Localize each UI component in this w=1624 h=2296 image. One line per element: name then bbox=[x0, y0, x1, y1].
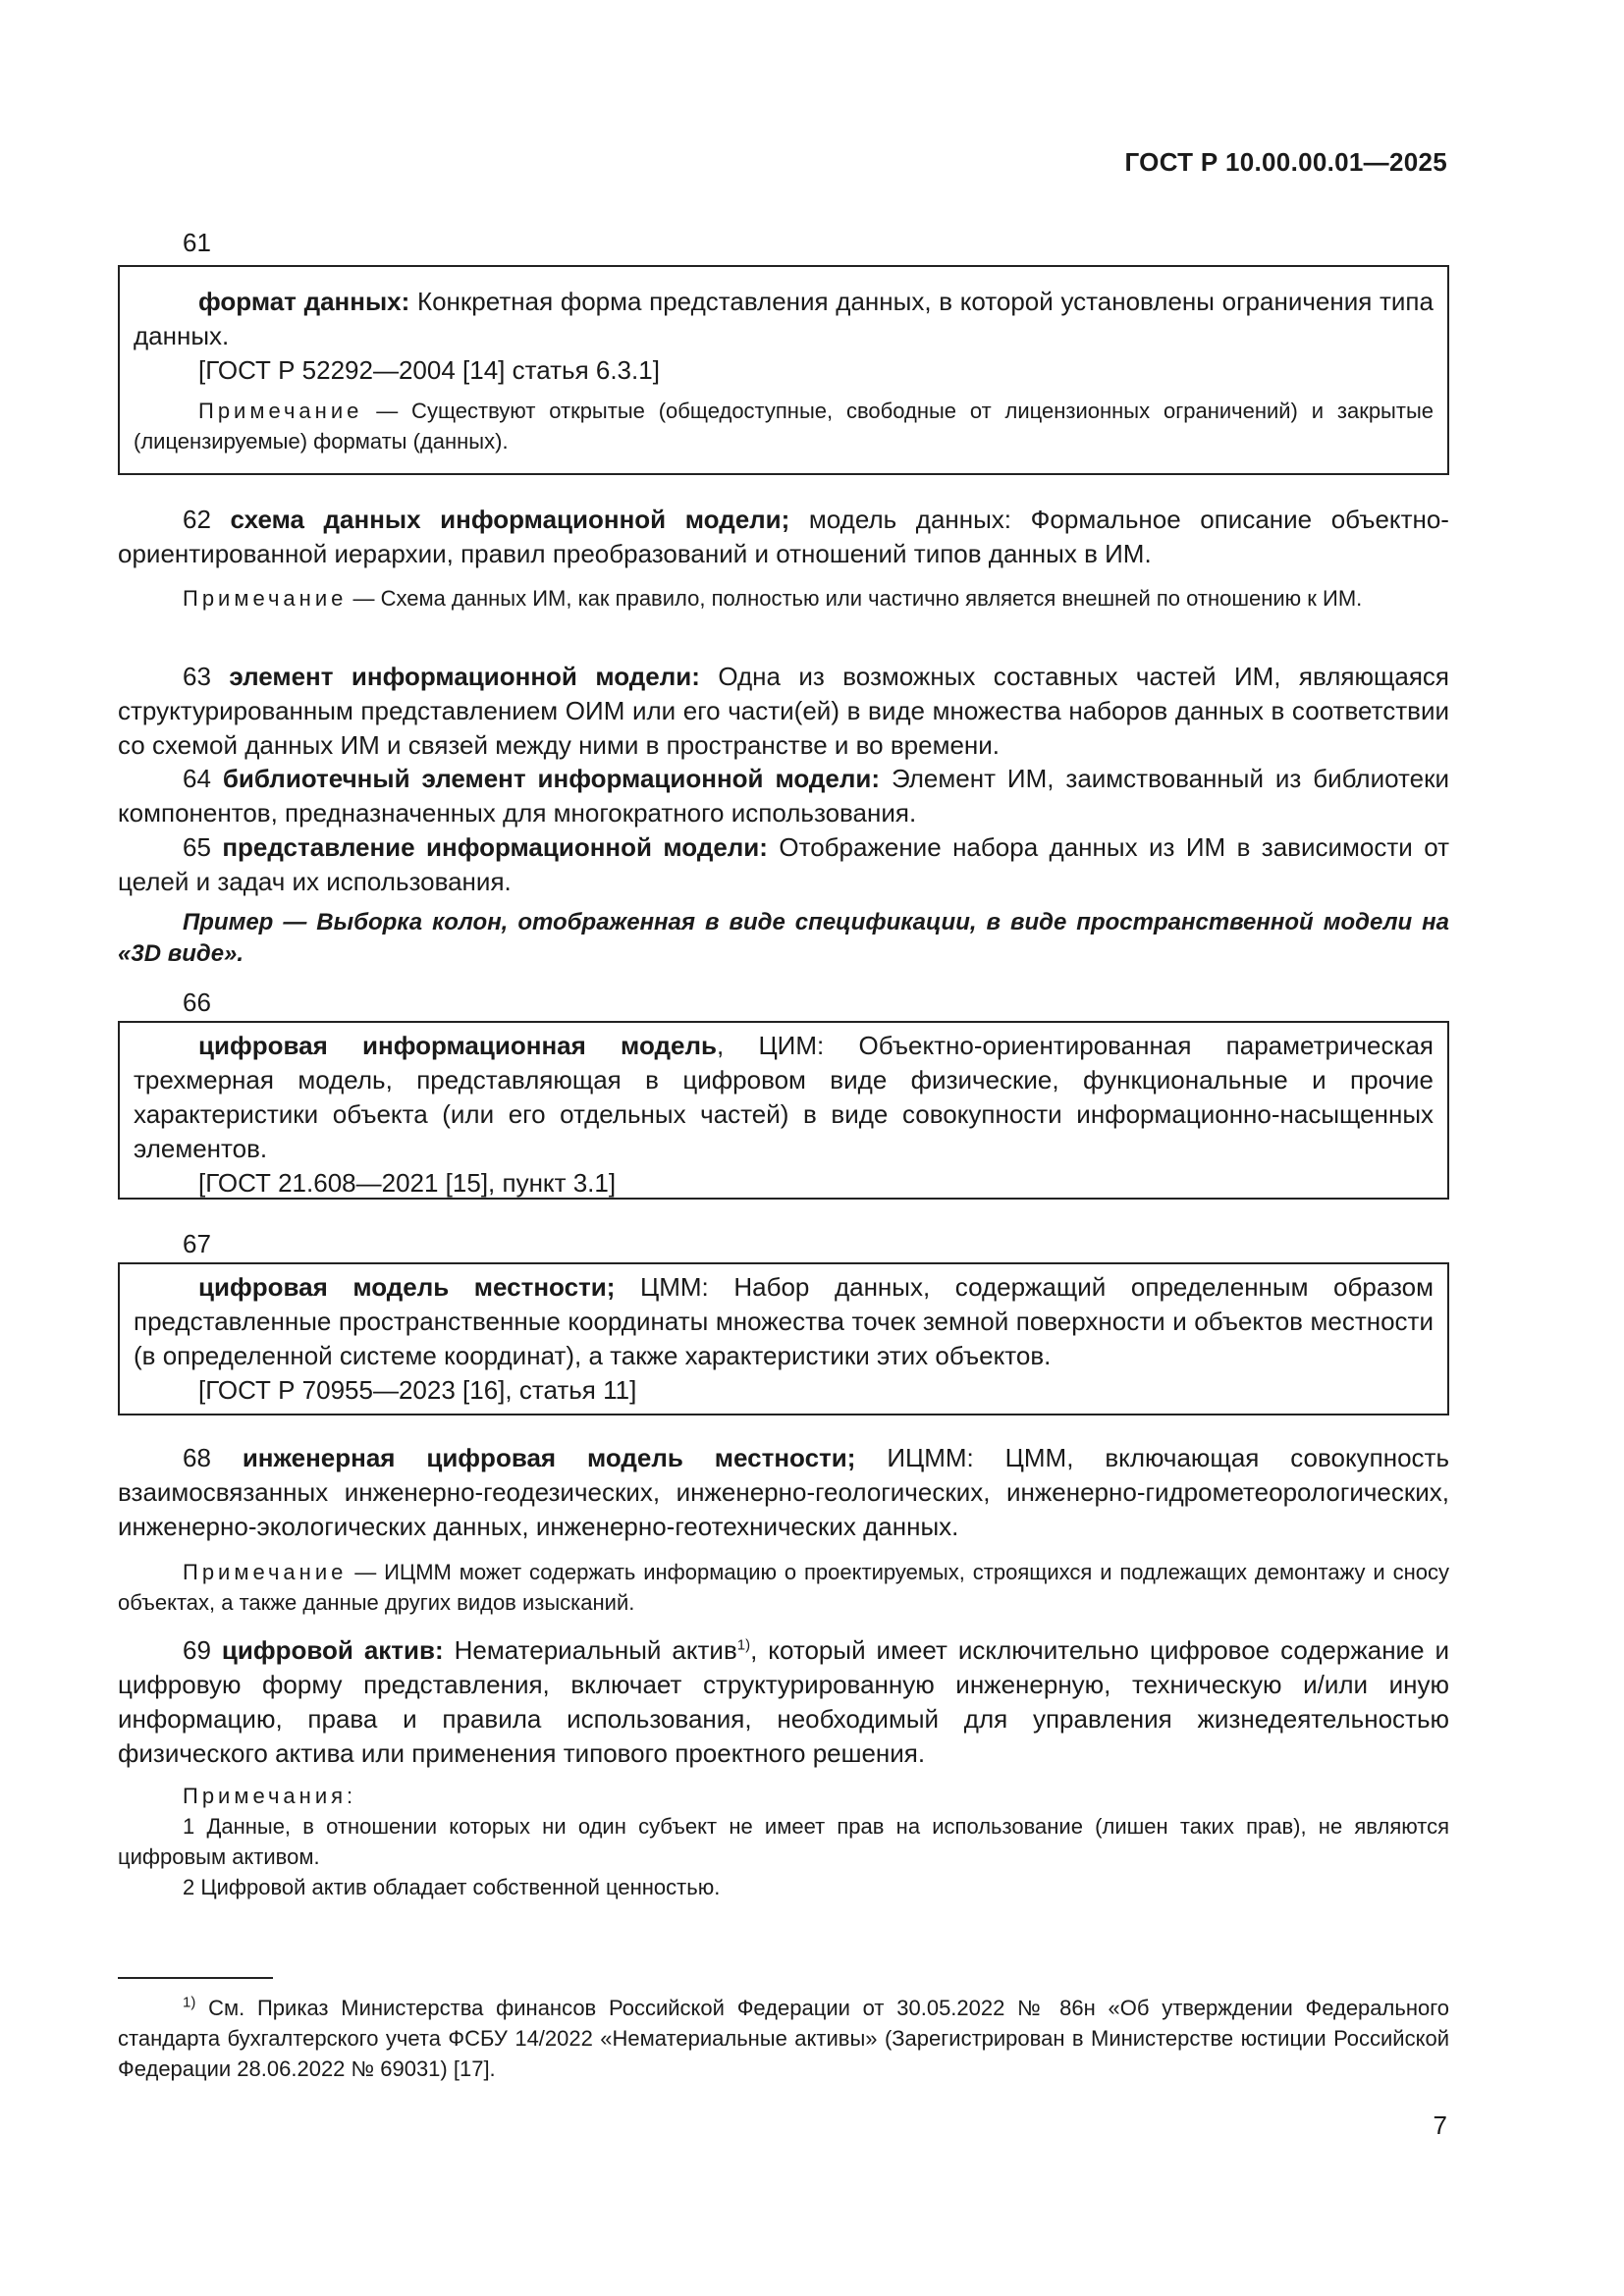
term-65-term: представление информационной модели: bbox=[222, 832, 768, 862]
term-66-term: цифровая информационная модель bbox=[198, 1031, 717, 1060]
term-68: 68 инженерная цифровая модель местности; ИЦММ: ЦММ, включающая совокупность взаимосвязанных инженерно-геодезических, инженерно-геологических, инженерно-гидрометеорологических, инженерно-экологических данных, инженерно-геотехнических данных. bbox=[118, 1443, 1449, 1541]
term-61-number: 61 bbox=[183, 228, 211, 257]
term-64: 64 библиотечный элемент информационной модели: Элемент ИМ, заимствованный из библиотеки компонентов, предназначенных для многократного использования. bbox=[118, 764, 1449, 828]
term-61-term: формат данных: bbox=[198, 287, 410, 316]
term-69-term: цифровой актив: bbox=[221, 1635, 444, 1665]
footnote-separator bbox=[118, 1977, 273, 1979]
term-66-number: 66 bbox=[183, 988, 211, 1017]
term-68-note: Примечание — ИЦММ может содержать информацию о проектируемых, строящихся и подлежащих демонтажу и сносу объектах, а также данные других видов изысканий. bbox=[118, 1560, 1449, 1615]
term-65: 65 представление информационной модели: Отображение набора данных из ИМ в зависимости от целей и задач их использования. bbox=[118, 832, 1449, 896]
term-69-notes-label: Примечания: bbox=[183, 1784, 357, 1808]
term-61-source: [ГОСТ Р 52292—2004 [14] статья 6.3.1] bbox=[198, 355, 660, 385]
term-66-definition: цифровая информационная модель, ЦИМ: Объектно-ориентированная параметрическая трехмерная модель, представляющая в цифровом виде физические, функциональные и прочие характеристики объекта (или его отдельных частей) в виде совокупности информационно-насыщенных элементов. bbox=[134, 1031, 1434, 1163]
term-61-box bbox=[118, 265, 1449, 475]
term-69: 69 цифровой актив: Нематериальный актив$^{1)}$, который имеет исключительно цифровое содержание и цифровую форму представления, включает структурированную инженерную, техническую и/или иную информацию, права и правила использования, необходимый для управления жизнедеятельностью физического актива или применения типового проектного решения. bbox=[118, 1635, 1450, 1768]
term-63-term: элемент информационной модели: bbox=[229, 662, 700, 691]
term-61-definition: формат данных: Конкретная форма представления данных, в которой установлены ограничения типа данных. bbox=[134, 287, 1434, 350]
term-64-term: библиотечный элемент информационной модели: bbox=[222, 764, 881, 793]
footnote-reference-mark: 1) bbox=[736, 1636, 751, 1654]
term-69-note-1: 1 Данные, в отношении которых ни один субъект не имеет прав на использование (лишен таких прав), не являются цифровым активом. bbox=[118, 1814, 1449, 1869]
term-61-note: Примечание — Существуют открытые (общедоступные, свободные от лицензионных ограничений) и закрытые (лицензируемые) форматы (данных). bbox=[134, 399, 1434, 454]
term-67-term: цифровая модель местности; bbox=[198, 1272, 616, 1302]
term-66-box bbox=[118, 1021, 1449, 1200]
term-63: 63 элемент информационной модели: Одна из возможных составных частей ИМ, являющаяся структурированным представлением ОИМ или его части(ей) в виде множества наборов данных в соответствии со схемой данных ИМ и связей между ними в пространстве и во времени. bbox=[118, 662, 1449, 760]
term-66-source: [ГОСТ 21.608—2021 [15], пункт 3.1] bbox=[198, 1168, 617, 1198]
term-62-term: схема данных информационной модели; bbox=[230, 505, 790, 534]
term-62-note: Примечание — Схема данных ИМ, как правило, полностью или частично является внешней по отношению к ИМ. bbox=[183, 586, 1363, 611]
document-id-header: ГОСТ Р 10.00.00.01—2025 bbox=[1124, 147, 1447, 177]
term-67-source: [ГОСТ Р 70955—2023 [16], статья 11] bbox=[198, 1375, 637, 1405]
term-62: 62 схема данных информационной модели; модель данных: Формальное описание объектно-ориентированной иерархии, правил преобразований и отношений типов данных в ИМ. bbox=[118, 505, 1449, 568]
term-69-note-2: 2 Цифровой актив обладает собственной ценностью. bbox=[183, 1875, 721, 1899]
term-65-example: Пример — Выборка колон, отображенная в виде спецификации, в виде пространственной модели на «3D виде». bbox=[118, 909, 1449, 967]
term-67-number: 67 bbox=[183, 1229, 211, 1258]
term-67-box bbox=[118, 1262, 1449, 1415]
term-68-term: инженерная цифровая модель местности; bbox=[242, 1443, 856, 1472]
footnote: $^{1)}$ См. Приказ Министерства финансов Российской Федерации от 30.05.2022 № 86н «Об утверждении Федерального стандарта бухгалтерского учета ФСБУ 14/2022 «Нематериальные активы» (Зарегистрирован в Министерстве юстиции Российской Федерации 28.06.2022 № 69031) [17]. bbox=[118, 1994, 1449, 2081]
page-number: 7 bbox=[1433, 2110, 1447, 2140]
term-67-definition: цифровая модель местности; ЦММ: Набор данных, содержащий определенным образом представленные пространственные координаты множества точек земной поверхности и объектов местности (в определенной системе координат), а также характеристики этих объектов. bbox=[134, 1272, 1434, 1370]
